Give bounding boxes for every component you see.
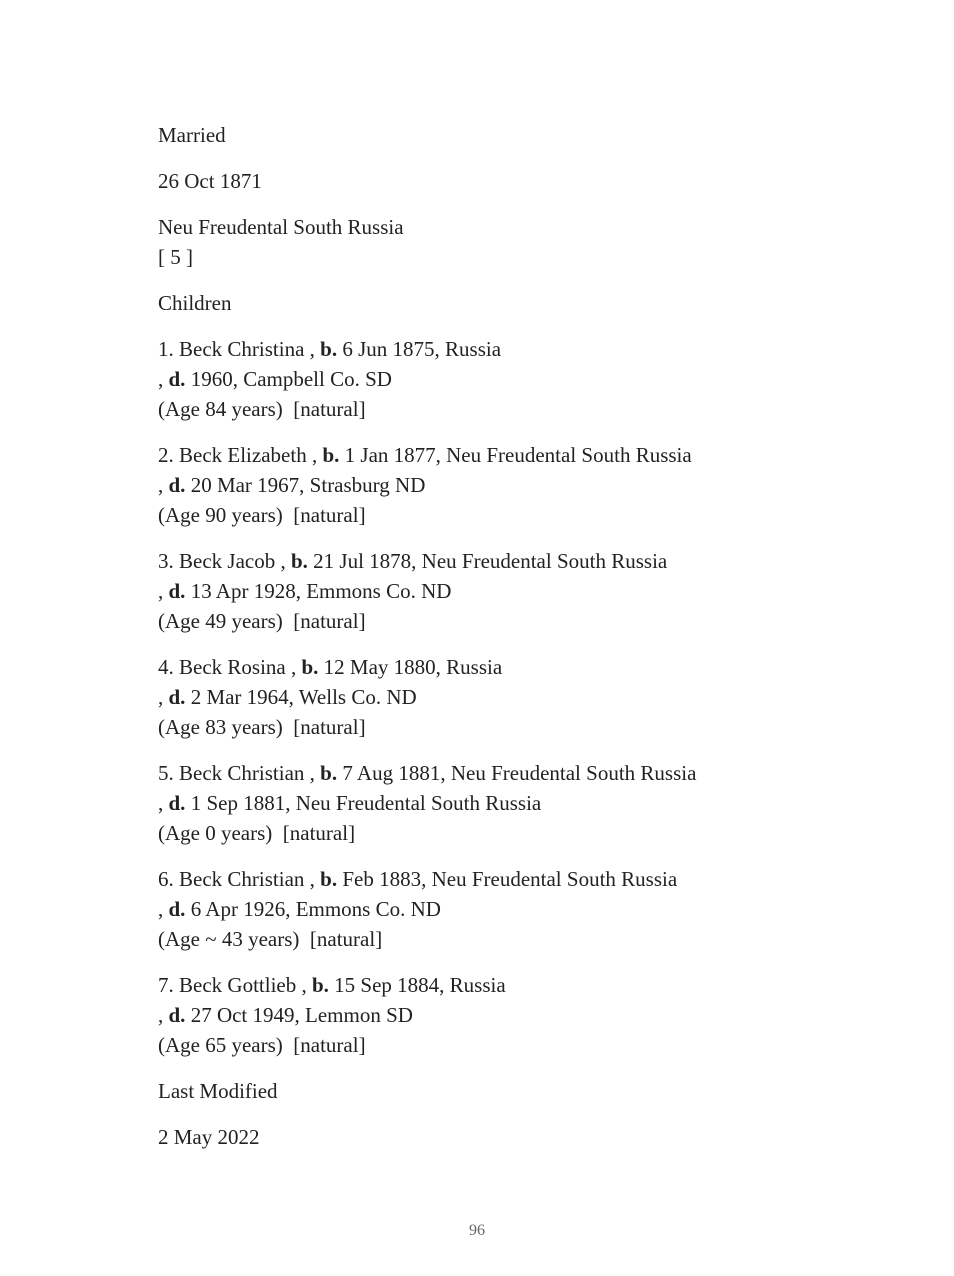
child-death-line: , d. 20 Mar 1967, Strasburg ND	[158, 473, 426, 497]
child-relation: [natural]	[282, 821, 356, 845]
child-age: (Age 49 years)	[158, 609, 283, 633]
children-heading: Children	[158, 291, 232, 315]
child-age: (Age ~ 43 years)	[158, 927, 300, 951]
child-name: Beck Jacob	[179, 549, 276, 573]
child-birth-line: 1. Beck Christina , b. 6 Jun 1875, Russia	[158, 337, 502, 361]
children-list	[158, 334, 858, 1060]
died-label: d.	[168, 791, 186, 815]
child-death-line: , d. 27 Oct 1949, Lemmon SD	[158, 1003, 413, 1027]
child-age-line	[158, 924, 858, 954]
marriage-citation: [ 5 ]	[158, 245, 193, 269]
child-birth-line: 7. Beck Gottlieb , b. 15 Sep 1884, Russia	[158, 973, 506, 997]
born-label: b.	[301, 655, 319, 679]
child-death: 1 Sep 1881, Neu Freudental South Russia	[190, 791, 542, 815]
child-age-line	[158, 818, 858, 848]
child-death: 27 Oct 1949, Lemmon SD	[190, 1003, 413, 1027]
died-label: d.	[168, 367, 186, 391]
child-death: 20 Mar 1967, Strasburg ND	[190, 473, 426, 497]
marriage-place-text: Neu Freudental South Russia	[158, 215, 404, 239]
child-relation: [natural]	[309, 927, 383, 951]
born-label: b.	[311, 973, 329, 997]
child-birth-line: 4. Beck Rosina , b. 12 May 1880, Russia	[158, 655, 503, 679]
child-relation: [natural]	[293, 715, 366, 739]
child-number: 2.	[158, 443, 174, 467]
child-death-line: , d. 1 Sep 1881, Neu Freudental South Russia	[158, 791, 542, 815]
child-death-line: , d. 6 Apr 1926, Emmons Co. ND	[158, 897, 441, 921]
document-page	[158, 120, 858, 1168]
child-number: 5.	[158, 761, 174, 785]
died-label: d.	[168, 473, 186, 497]
child-name: Beck Christian	[179, 761, 305, 785]
died-label: d.	[168, 579, 186, 603]
child-birth-line: 6. Beck Christian , b. Feb 1883, Neu Freudental South Russia	[158, 867, 678, 891]
child-relation: [natural]	[293, 503, 366, 527]
marriage-heading: Married	[158, 123, 226, 147]
list-item	[158, 440, 858, 530]
child-age: (Age 83 years)	[158, 715, 283, 739]
last-modified-date: 2 May 2022	[158, 1125, 260, 1149]
child-birth: 21 Jul 1878, Neu Freudental South Russia	[313, 549, 668, 573]
child-age-line	[158, 712, 858, 742]
child-death: 13 Apr 1928, Emmons Co. ND	[190, 579, 452, 603]
child-age: (Age 84 years)	[158, 397, 283, 421]
list-item	[158, 546, 858, 636]
child-name: Beck Christina	[179, 337, 305, 361]
child-death-line: , d. 13 Apr 1928, Emmons Co. ND	[158, 579, 452, 603]
marriage-place	[158, 212, 858, 272]
list-item	[158, 334, 858, 424]
child-birth: 1 Jan 1877, Neu Freudental South Russia	[344, 443, 692, 467]
child-age-line	[158, 606, 858, 636]
child-age: (Age 0 years)	[158, 821, 273, 845]
child-birth: Feb 1883, Neu Freudental South Russia	[342, 867, 678, 891]
child-death: 1960, Campbell Co. SD	[190, 367, 392, 391]
child-name: Beck Gottlieb	[179, 973, 297, 997]
child-birth: 6 Jun 1875, Russia	[342, 337, 502, 361]
list-item	[158, 864, 858, 954]
child-birth: 12 May 1880, Russia	[323, 655, 503, 679]
marriage-date: 26 Oct 1871	[158, 169, 262, 193]
last-modified-heading: Last Modified	[158, 1079, 278, 1103]
died-label: d.	[168, 897, 186, 921]
child-relation: [natural]	[293, 609, 366, 633]
child-relation: [natural]	[293, 397, 366, 421]
born-label: b.	[320, 761, 338, 785]
child-age-line	[158, 1030, 858, 1060]
list-item	[158, 758, 858, 848]
child-death: 6 Apr 1926, Emmons Co. ND	[190, 897, 441, 921]
child-number: 4.	[158, 655, 174, 679]
born-label: b.	[322, 443, 340, 467]
child-number: 6.	[158, 867, 174, 891]
page-number: 96	[469, 1222, 485, 1239]
child-number: 7.	[158, 973, 174, 997]
child-birth: 15 Sep 1884, Russia	[334, 973, 506, 997]
child-death-line: , d. 1960, Campbell Co. SD	[158, 367, 392, 391]
child-relation: [natural]	[293, 1033, 366, 1057]
child-age-line	[158, 500, 858, 530]
child-birth-line: 5. Beck Christian , b. 7 Aug 1881, Neu Freudental South Russia	[158, 761, 697, 785]
child-age-line	[158, 394, 858, 424]
list-item	[158, 970, 858, 1060]
list-item	[158, 652, 858, 742]
child-birth-line: 2. Beck Elizabeth , b. 1 Jan 1877, Neu Freudental South Russia	[158, 443, 692, 467]
child-name: Beck Elizabeth	[179, 443, 307, 467]
died-label: d.	[168, 1003, 186, 1027]
child-number: 3.	[158, 549, 174, 573]
child-age: (Age 65 years)	[158, 1033, 283, 1057]
born-label: b.	[320, 867, 338, 891]
child-birth: 7 Aug 1881, Neu Freudental South Russia	[342, 761, 697, 785]
child-death-line: , d. 2 Mar 1964, Wells Co. ND	[158, 685, 417, 709]
child-age: (Age 90 years)	[158, 503, 283, 527]
child-death: 2 Mar 1964, Wells Co. ND	[190, 685, 417, 709]
born-label: b.	[290, 549, 308, 573]
died-label: d.	[168, 685, 186, 709]
child-name: Beck Christian	[179, 867, 305, 891]
child-number: 1.	[158, 337, 174, 361]
child-birth-line: 3. Beck Jacob , b. 21 Jul 1878, Neu Freudental South Russia	[158, 549, 668, 573]
child-name: Beck Rosina	[179, 655, 286, 679]
born-label: b.	[320, 337, 338, 361]
